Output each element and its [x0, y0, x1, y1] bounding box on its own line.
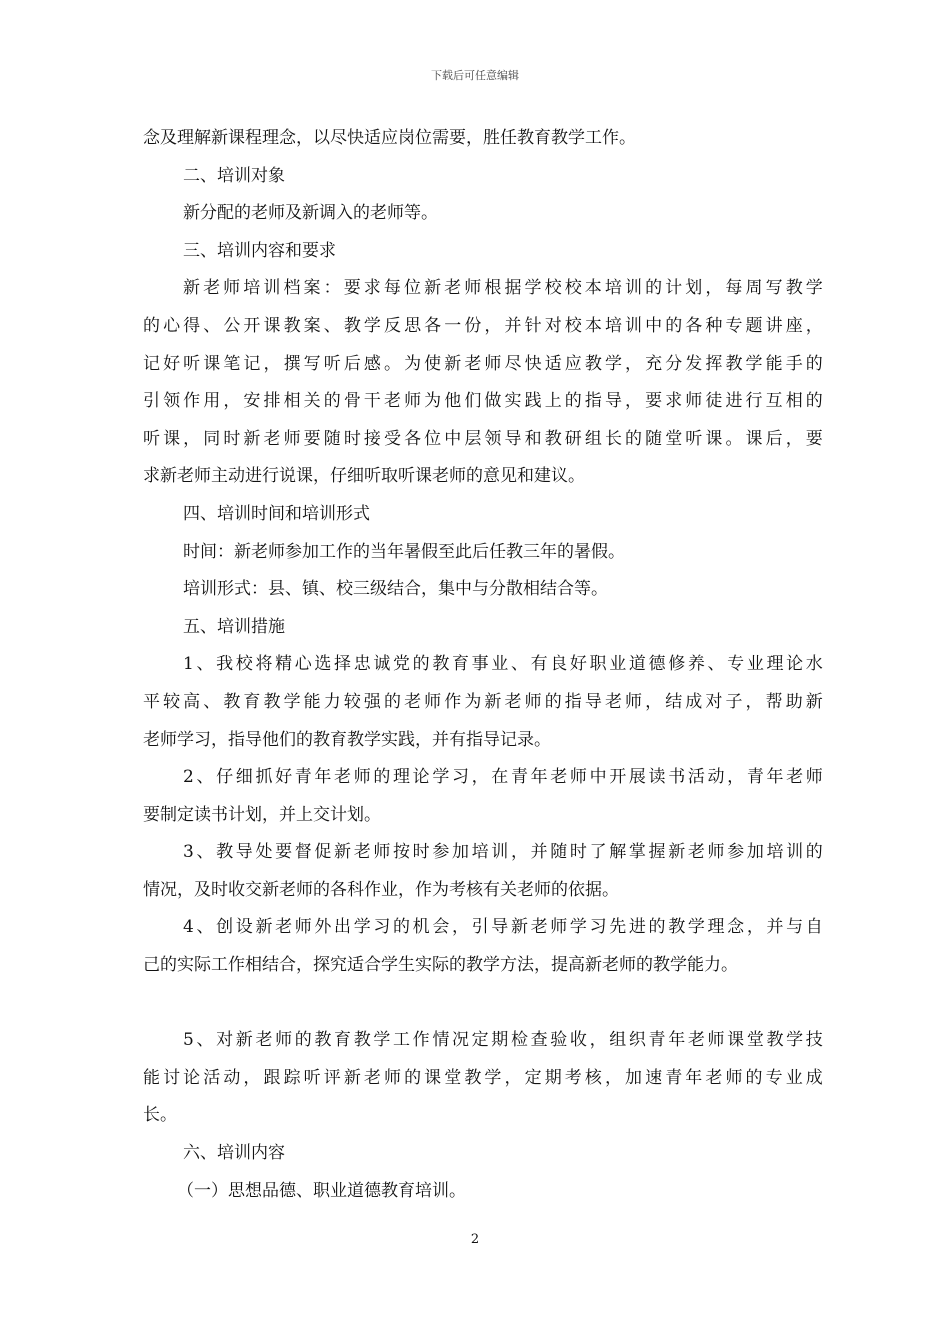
text-line: 平较高、教育教学能力较强的老师作为新老师的指导老师，结成对子，帮助新: [143, 691, 823, 712]
text-line: 的心得、公开课教案、教学反思各一份，并针对校本培训中的各种专题讲座，: [143, 315, 823, 336]
section-heading: 二、培训对象: [183, 165, 285, 186]
text-line: 情况，及时收交新老师的各科作业，作为考核有关老师的依据。: [143, 879, 619, 900]
text-line: 老师学习，指导他们的教育教学实践，并有指导记录。: [143, 729, 551, 750]
text-line: 听课，同时新老师要随时接受各位中层领导和教研组长的随堂听课。课后，要: [143, 428, 823, 449]
page-number: 2: [470, 1232, 480, 1247]
text-line: 长。: [143, 1105, 177, 1126]
text-line: 培训形式：县、镇、校三级结合，集中与分散相结合等。: [183, 579, 608, 600]
blank-line: [143, 985, 823, 1023]
text-line: 求新老师主动进行说课，仔细听取听课老师的意见和建议。: [143, 466, 585, 487]
subsection-heading: （一）思想品德、职业道德教育培训。: [177, 1180, 466, 1201]
text-line: 记好听课笔记，撰写听后感。为使新老师尽快适应教学，充分发挥教学能手的: [143, 353, 823, 374]
section-heading: 三、培训内容和要求: [183, 240, 336, 261]
text-line: 要制定读书计划，并上交计划。: [143, 804, 381, 825]
section-heading: 六、培训内容: [183, 1143, 285, 1164]
text-line: 5、对新老师的教育教学工作情况定期检查验收，组织青年老师课堂教学技: [183, 1030, 823, 1051]
text-line: 时间：新老师参加工作的当年暑假至此后任教三年的暑假。: [183, 541, 625, 562]
section-heading: 五、培训措施: [183, 616, 285, 637]
document-body: [143, 120, 823, 1210]
text-line: 1、我校将精心选择忠诚党的教育事业、有良好职业道德修养、专业理论水: [183, 654, 823, 675]
text-line: 4、创设新老师外出学习的机会，引导新老师学习先进的教学理念，并与自: [183, 917, 823, 938]
text-line: 3、教导处要督促新老师按时参加培训，并随时了解掌握新老师参加培训的: [183, 842, 823, 863]
text-line: 念及理解新课程理念，以尽快适应岗位需要，胜任教育教学工作。: [143, 128, 636, 148]
page-header: 下载后可任意编辑: [431, 69, 519, 82]
text-line: 能讨论活动，跟踪听评新老师的课堂教学，定期考核，加速青年老师的专业成: [143, 1067, 823, 1088]
text-line: 新分配的老师及新调入的老师等。: [183, 203, 438, 224]
text-line: 新老师培训档案：要求每位新老师根据学校校本培训的计划，每周写教学: [183, 278, 823, 299]
text-line: 2、仔细抓好青年老师的理论学习，在青年老师中开展读书活动，青年老师: [183, 767, 823, 788]
text-line: 引领作用，安排相关的骨干老师为他们做实践上的指导，要求师徒进行互相的: [143, 391, 823, 412]
section-heading: 四、培训时间和培训形式: [183, 503, 370, 524]
text-line: 己的实际工作相结合，探究适合学生实际的教学方法，提高新老师的教学能力。: [143, 955, 738, 976]
